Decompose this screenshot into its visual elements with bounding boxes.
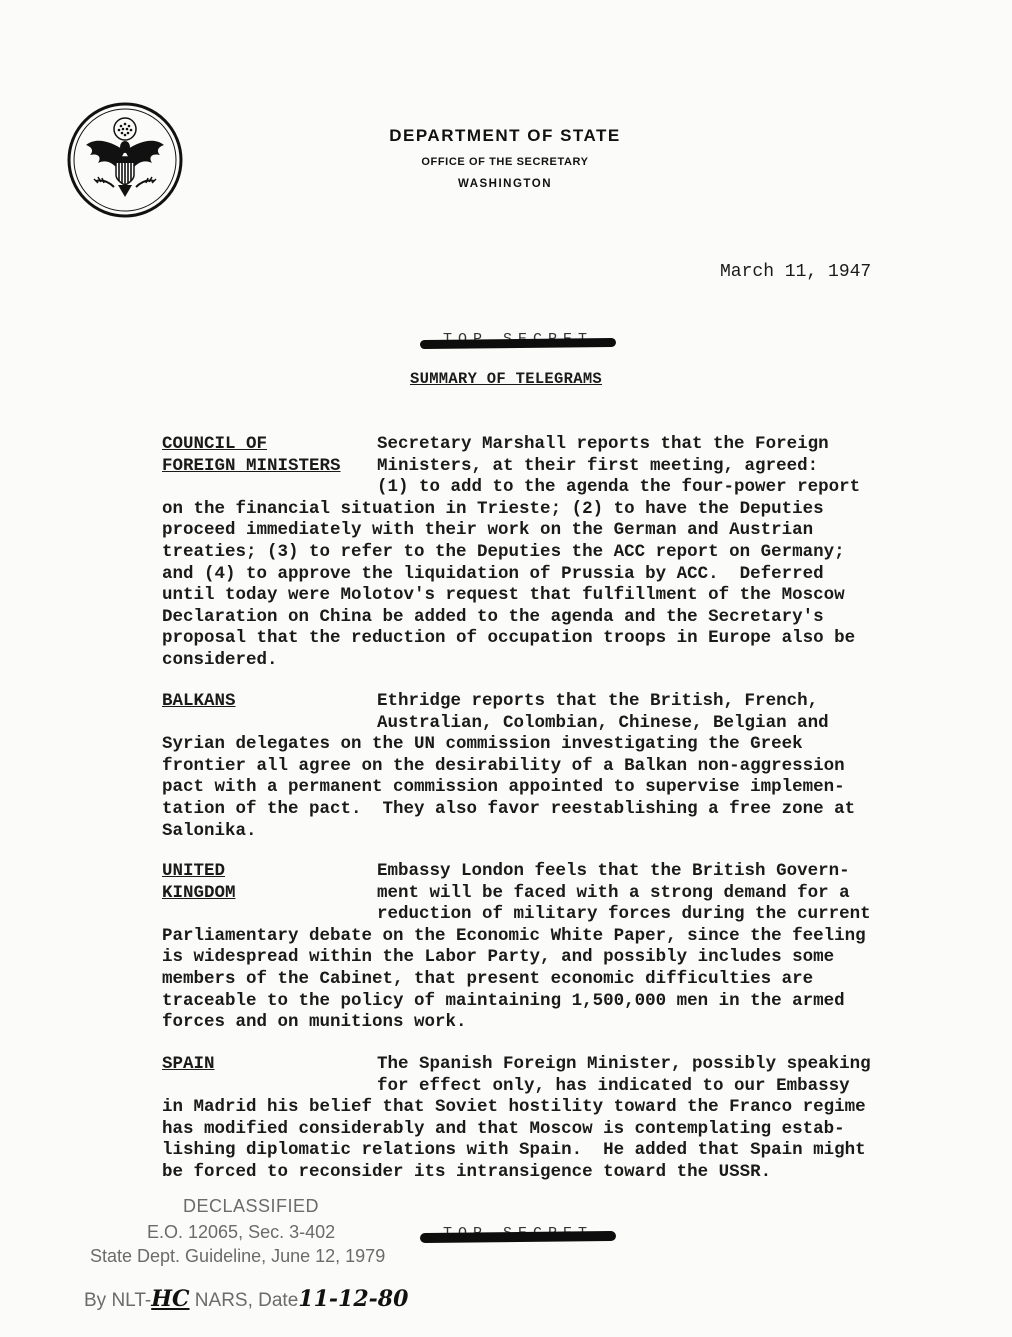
- section-body-line: The Spanish Foreign Minister, possibly speaking: [377, 1054, 871, 1074]
- telegram-section: [162, 434, 882, 672]
- section-body-line: members of the Cabinet, that present economic difficulties are: [162, 968, 814, 989]
- section-body-line: in Madrid his belief that Soviet hostility toward the Franco regime: [162, 1097, 866, 1118]
- section-body-line: reduction of military forces during the current: [377, 904, 871, 925]
- section-body-line: Declaration on China be added to the agenda and the Secretary's: [162, 606, 824, 627]
- department-name: DEPARTMENT OF STATE: [389, 126, 621, 145]
- section-body-line: and (4) to approve the liquidation of Prussia by ACC. Deferred: [162, 563, 824, 584]
- section-body-line: tation of the pact. They also favor reestablishing a free zone at: [162, 798, 856, 819]
- declassified-label: DECLASSIFIED: [183, 1196, 320, 1216]
- telegram-section: [162, 1054, 882, 1184]
- section-body-line: Ministers, at their first meeting, agreed:: [377, 455, 819, 476]
- section-body: [162, 1054, 882, 1184]
- section-body-line: be forced to reconsider its intransigence toward the USSR.: [162, 1161, 772, 1182]
- section-body-line: Salonika.: [162, 820, 257, 841]
- section-body: [162, 691, 882, 842]
- section-heading-line: KINGDOM: [162, 882, 236, 903]
- section-body-line: forces and on munitions work.: [162, 1012, 467, 1033]
- section-body-line: Embassy London feels that the British Govern-: [377, 861, 850, 881]
- section-body-line: until today were Molotov's request that fulfillment of the Moscow: [162, 585, 845, 606]
- telegram-section: [162, 691, 882, 842]
- document-title: SUMMARY OF TELEGRAMS: [410, 370, 603, 388]
- section-heading-line: COUNCIL OF: [162, 434, 268, 454]
- section-body-line: Parliamentary debate on the Economic White Paper, since the feeling: [162, 925, 866, 946]
- city-name: WASHINGTON: [457, 178, 552, 190]
- authority-mid: NARS, Date: [189, 1290, 299, 1311]
- section-body-line: lishing diplomatic relations with Spain. He added that Spain might: [162, 1140, 866, 1161]
- section-body: [162, 434, 882, 672]
- department-of-state-seal: [66, 101, 184, 219]
- section-heading-line: FOREIGN MINISTERS: [162, 455, 341, 476]
- section-body-line: for effect only, has indicated to our Embassy: [377, 1075, 850, 1096]
- authority-line: [84, 1286, 408, 1312]
- section-body-line: proceed immediately with their work on the German and Austrian: [162, 520, 814, 541]
- declassification-date: 11-12-80: [298, 1286, 409, 1312]
- section-body-line: treaties; (3) to refer to the Deputies the ACC report on Germany;: [162, 541, 845, 562]
- classification-marking-top: [420, 329, 616, 355]
- section-heading-line: UNITED: [162, 861, 226, 881]
- section-heading-line: BALKANS: [162, 691, 236, 711]
- section-body-line: on the financial situation in Trieste; (2) to have the Deputies: [162, 498, 824, 519]
- section-body-line: Secretary Marshall reports that the Foreign: [377, 434, 829, 454]
- section-body: [162, 861, 882, 1034]
- section-body-line: has modified considerably and that Moscow is contemplating estab-: [162, 1118, 845, 1139]
- guideline-line: State Dept. Guideline, June 12, 1979: [90, 1246, 386, 1266]
- section-body-line: (1) to add to the agenda the four-power report: [377, 477, 861, 498]
- office-name: OFFICE OF THE SECRETARY: [421, 156, 589, 168]
- telegram-section: [162, 861, 882, 1034]
- section-body-line: proposal that the reduction of occupation troops in Europe also be: [162, 628, 856, 649]
- section-body-line: Australian, Colombian, Chinese, Belgian and: [377, 712, 829, 733]
- section-body-line: traceable to the policy of maintaining 1,500,000 men in the armed: [162, 990, 845, 1011]
- executive-order-line: E.O. 12065, Sec. 3-402: [147, 1222, 336, 1242]
- authority-initials: HC: [151, 1286, 190, 1312]
- section-body-line: Ethridge reports that the British, French,: [377, 691, 819, 711]
- classification-marking-bottom: [420, 1225, 616, 1245]
- redaction-strike-bottom: [420, 1231, 616, 1243]
- section-body-line: ment will be faced with a strong demand for a: [377, 882, 850, 903]
- authority-prefix: By NLT-: [84, 1290, 152, 1311]
- section-body-line: pact with a permanent commission appointed to supervise implemen-: [162, 777, 845, 798]
- section-body-line: Syrian delegates on the UN commission investigating the Greek: [162, 734, 803, 755]
- letterhead: [370, 126, 640, 190]
- section-heading-line: SPAIN: [162, 1054, 215, 1074]
- section-body-line: frontier all agree on the desirability of a Balkan non-aggression: [162, 755, 845, 776]
- section-body-line: is widespread within the Labor Party, and possibly includes some: [162, 947, 835, 968]
- section-body-line: considered.: [162, 649, 278, 670]
- document-date: March 11, 1947: [720, 262, 872, 282]
